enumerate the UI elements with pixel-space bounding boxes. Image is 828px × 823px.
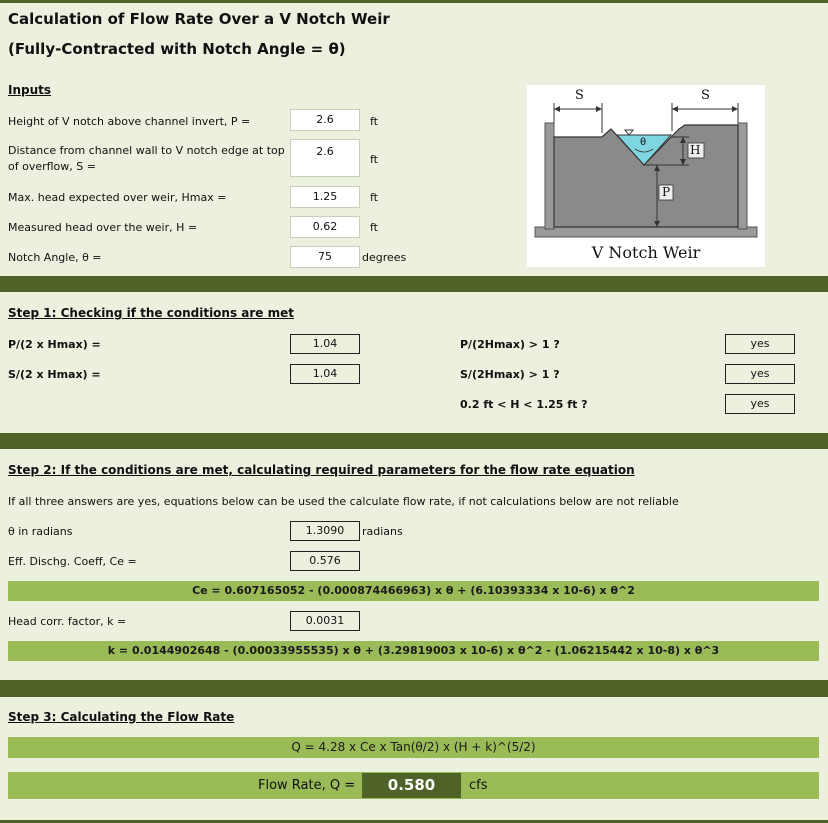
p-ratio-label: P/(2 x Hmax) = [8,338,101,351]
theta-rad-unit: radians [362,525,403,538]
ce-label: Eff. Dischg. Coeff, Ce = [8,555,137,568]
theta-label: Notch Angle, θ = [8,251,102,264]
step3-header: Step 3: Calculating the Flow Rate [8,710,235,724]
page-subtitle: (Fully-Contracted with Notch Angle = θ) [8,40,346,58]
figure-label-s-right: S [701,88,710,103]
s-unit: ft [370,153,378,166]
k-value: 0.0031 [290,611,360,631]
h-input[interactable]: 0.62 [290,216,360,238]
hmax-unit: ft [370,191,378,204]
figure-caption: V Notch Weir [591,243,701,262]
s-ratio-value: 1.04 [290,364,360,384]
p-input[interactable]: 2.6 [290,109,360,131]
ce-equation: Ce = 0.607165052 - (0.000874466963) x θ + (6.10393334 x 10-6) x θ^2 [8,581,819,601]
s-label-line2: of overflow, S = [8,160,96,173]
weir-diagram [527,85,765,267]
p-unit: ft [370,115,378,128]
q-value: 0.580 [362,773,461,798]
k-label: Head corr. factor, k = [8,615,127,628]
s-input[interactable]: 2.6 [290,139,360,177]
theta-unit: degrees [362,251,407,264]
figure-label-theta: θ [640,137,647,148]
step2-header: Step 2: If the conditions are met, calculating required parameters for the flow rate equation [8,463,635,477]
figure-label-h: H [690,143,701,157]
hmax-label: Max. head expected over weir, Hmax = [8,191,227,204]
q-label: Flow Rate, Q = [258,778,356,793]
figure-label-s-left: S [575,88,584,103]
check3-value: yes [725,394,795,414]
inputs-header: Inputs [8,83,52,97]
hmax-input[interactable]: 1.25 [290,186,360,208]
s-ratio-label: S/(2 x Hmax) = [8,368,101,381]
s-label-line1: Distance from channel wall to V notch edge at top [8,144,285,157]
q-equation: Q = 4.28 x Ce x Tan(θ/2) x (H + k)^(5/2) [8,737,819,758]
check2-value: yes [725,364,795,384]
p-label: Height of V notch above channel invert, P = [8,115,251,128]
theta-rad-value: 1.3090 [290,521,360,541]
h-unit: ft [370,221,378,234]
check1-value: yes [725,334,795,354]
theta-input[interactable]: 75 [290,246,360,268]
v-notch-weir-figure [527,85,765,267]
q-unit: cfs [469,778,488,793]
theta-rad-label: θ in radians [8,525,73,538]
step1-header: Step 1: Checking if the conditions are met [8,306,294,320]
k-equation: k = 0.0144902648 - (0.00033955535) x θ + (3.29819003 x 10-6) x θ^2 - (1.06215442 x 10-8) x θ^3 [8,641,819,661]
page-title: Calculation of Flow Rate Over a V Notch Weir [8,10,390,28]
p-ratio-value: 1.04 [290,334,360,354]
check2-label: S/(2Hmax) > 1 ? [460,368,560,381]
h-label: Measured head over the weir, H = [8,221,198,234]
check1-label: P/(2Hmax) > 1 ? [460,338,560,351]
step2-note: If all three answers are yes, equations below can be used the calculate flow rate, if not calculations below are not reliable [8,495,679,508]
ce-value: 0.576 [290,551,360,571]
check3-label: 0.2 ft < H < 1.25 ft ? [460,398,588,411]
figure-label-p: P [662,185,671,199]
